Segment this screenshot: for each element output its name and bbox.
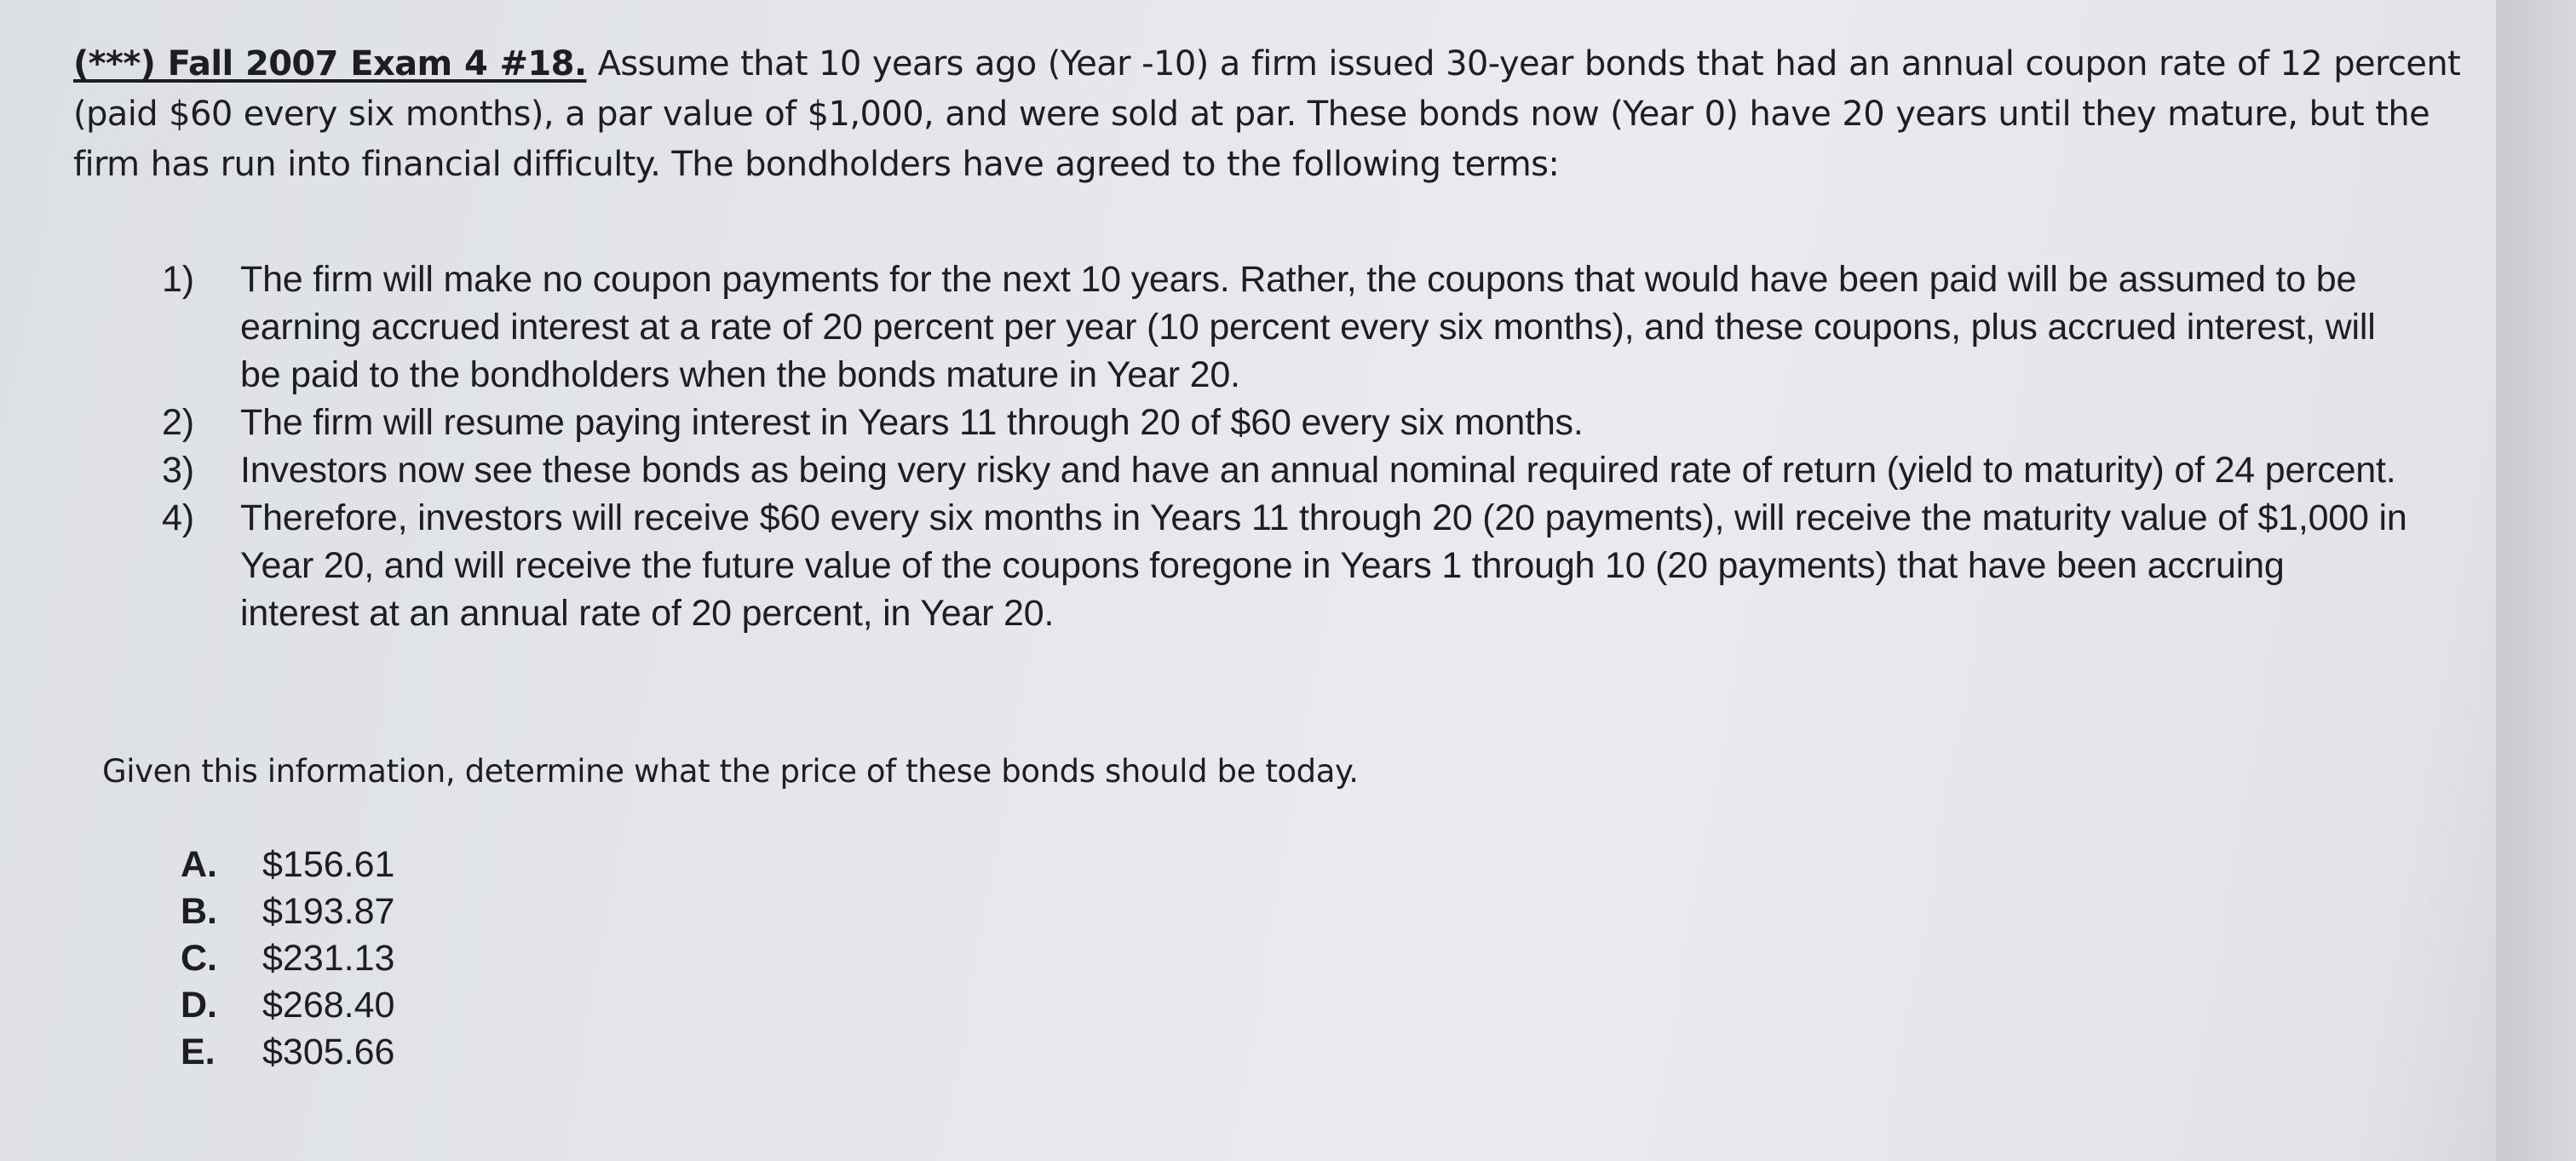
choice-value: $268.40 [262, 985, 395, 1026]
choice-letter: A. [181, 844, 217, 885]
term-number: 3) [162, 450, 194, 491]
term-text: Therefore, investors will receive $60 every six months in Years 11 through 20 (20 payments), will receive the maturity value of $1,000 in Year 20, and will receive the future value of the coupons foregone in Years 1 through 10 (20 payments) that have been accruing interest at an annual rate of 20 percent, in Year 20. [240, 497, 2407, 634]
choice-letter: D. [181, 985, 217, 1026]
term-number: 2) [162, 402, 194, 443]
term-item [162, 494, 2411, 637]
terms-list [162, 256, 2411, 637]
problem-intro-text: Assume that 10 years ago (Year -10) a firm issued 30-year bonds that had an annual coupon rate of 12 percent (paid $60 every six months), a par value of $1,000, and were sold at par. These bonds now (Year 0) have 20 years until they mature, but the firm has run into financial difficulty. The bondholders have agreed to the following terms: [73, 44, 2461, 184]
choice-letter: E. [181, 1032, 216, 1072]
problem-intro [73, 39, 2475, 190]
term-text: The firm will make no coupon payments for the next 10 years. Rather, the coupons that would have been paid will be assumed to be earning accrued interest at a rate of 20 percent per year (10 percent every six months), and these coupons, plus accrued interest, will be paid to the bondholders when the bonds mature in Year 20. [240, 259, 2376, 395]
choice-value: $156.61 [262, 844, 395, 885]
choice-d [181, 982, 394, 1029]
choice-value: $231.13 [262, 938, 395, 979]
choice-value: $305.66 [262, 1032, 395, 1072]
answer-choices [181, 842, 394, 1076]
choice-letter: B. [181, 891, 217, 932]
term-text: The firm will resume paying interest in Years 11 through 20 of $60 every six months. [240, 402, 1584, 443]
choice-a [181, 842, 394, 888]
term-item [162, 399, 2411, 446]
choice-value: $193.87 [262, 891, 395, 932]
term-text: Investors now see these bonds as being very risky and have an annual nominal required rate of return (yield to maturity) of 24 percent. [240, 450, 2396, 491]
term-item [162, 446, 2411, 494]
term-item [162, 256, 2411, 399]
problem-heading: (***) Fall 2007 Exam 4 #18. [73, 44, 587, 83]
choice-e [181, 1029, 394, 1076]
choice-b [181, 888, 394, 935]
page-edge [2496, 0, 2576, 1161]
choice-c [181, 935, 394, 982]
question-text: Given this information, determine what the price of these bonds should be today. [102, 753, 1359, 790]
term-number: 1) [162, 259, 194, 300]
term-number: 4) [162, 497, 194, 538]
choice-letter: C. [181, 938, 217, 979]
